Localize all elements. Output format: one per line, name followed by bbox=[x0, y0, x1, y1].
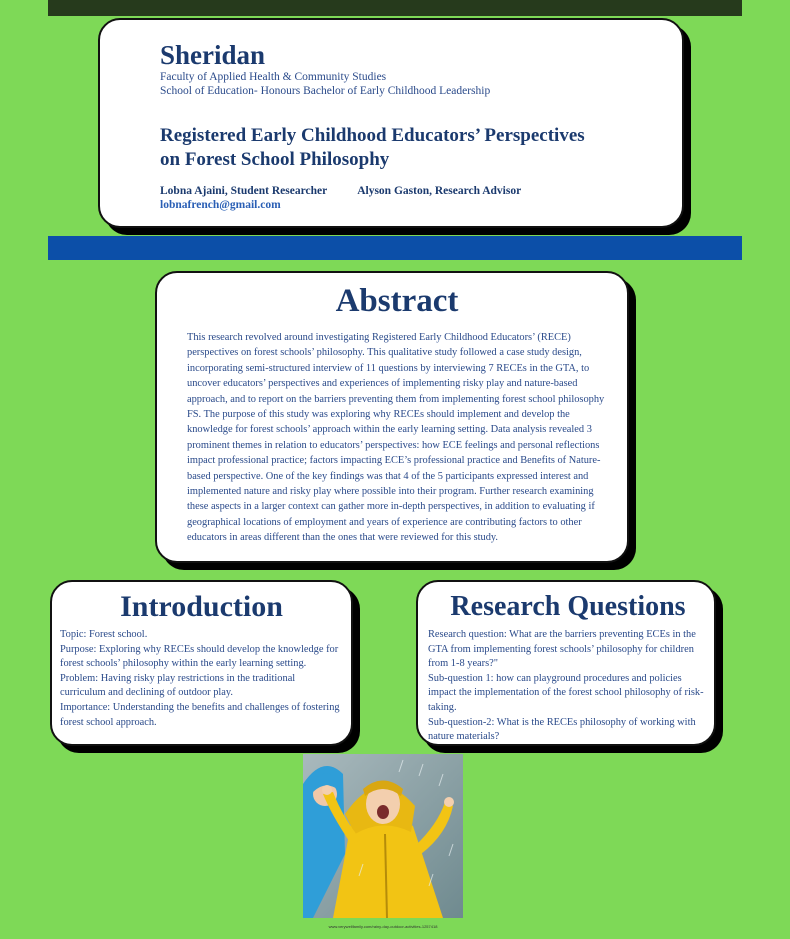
research-subquestion-2: Sub-question-2: What is the RECEs philosophy of working with nature materials? bbox=[428, 716, 696, 743]
research-questions-heading: Research Questions bbox=[450, 591, 686, 622]
child-in-rain-photo bbox=[303, 754, 463, 918]
research-questions-body bbox=[428, 628, 708, 745]
introduction-heading: Introduction bbox=[120, 590, 283, 623]
abstract-text: This research revolved around investigating Registered Early Childhood Educators’ (RECE) perspectives on forest schools’ philosophy. This qualitative study followed a case study design, incorporating semi-structured interview of 11 questions by interviewing 7 RECEs in the GTA, to uncover educators’ perspectives and experiences of implementing risky play and nature-based approach, and to report on the barriers preventing them from implementing forest school philosophy FS. The purpose of this study was exploring why RECEs should implement and develop the knowledge for forest schools’ approach within the early learning setting. Data analysis revealed 3 prominent themes in relation to educators’ perspectives: how ECE feelings and personal reflections impact professional practice; factors impacting ECE’s professional practice and Benefits of Nature-based perspective. One of the key findings was that 4 of the 5 participants expressed interest and implemented nature and risky play where possible into their program. Further research examining these aspects in a larger context can gather more in-depth perspectives, in addition to evaluating if geographical locations of employment and years of experience are contributing factors to other educators in areas different than the ones that were reviewed for this study. bbox=[187, 332, 605, 544]
title-line-2: on Forest School Philosophy bbox=[160, 149, 390, 170]
author-student: Lobna Ajaini, Student Researcher bbox=[160, 185, 328, 197]
research-question-main: Research question: What are the barriers preventing ECEs in the GTA from implementing forest schools’ philosophy for children from 1-8 years?" bbox=[428, 629, 696, 670]
photo-credit: www.verywellfamily.com/rainy-day-outdoor-activities-1257418 bbox=[328, 924, 438, 929]
poster-title bbox=[160, 124, 660, 172]
intro-importance: Importance: Understanding the benefits and challenges of fostering forest school approach. bbox=[60, 701, 340, 728]
introduction-card bbox=[50, 580, 353, 746]
divider-bar bbox=[48, 236, 742, 260]
research-subquestion-1: Sub-question 1: how can playground procedures and policies impact the implementation of the forest school philosophy of risk-taking. bbox=[428, 672, 704, 713]
research-questions-card bbox=[416, 580, 716, 746]
intro-purpose: Purpose: Exploring why RECEs should develop the knowledge for forest schools’ philosophy within the early learning setting. bbox=[60, 643, 339, 670]
abstract-heading: Abstract bbox=[335, 283, 459, 319]
brand-name: Sheridan bbox=[160, 40, 266, 70]
child-in-rain-illustration bbox=[303, 754, 463, 918]
intro-problem: Problem: Having risky play restrictions in the traditional curriculum and declining of outdoor play. bbox=[60, 672, 296, 699]
header-card bbox=[98, 18, 684, 228]
top-banner-bar bbox=[48, 0, 742, 16]
author-advisor: Alyson Gaston, Research Advisor bbox=[357, 185, 522, 197]
title-line-1: Registered Early Childhood Educators’ Perspectives bbox=[160, 125, 585, 146]
introduction-body bbox=[60, 628, 343, 730]
faculty-line: Faculty of Applied Health & Community Studies bbox=[160, 71, 387, 83]
authors-row bbox=[160, 184, 660, 198]
intro-topic: Topic: Forest school. bbox=[60, 629, 148, 640]
contact-email[interactable]: lobnafrench@gmail.com bbox=[160, 199, 281, 211]
school-line: School of Education- Honours Bachelor of Early Childhood Leadership bbox=[160, 85, 491, 97]
abstract-card bbox=[155, 271, 629, 563]
